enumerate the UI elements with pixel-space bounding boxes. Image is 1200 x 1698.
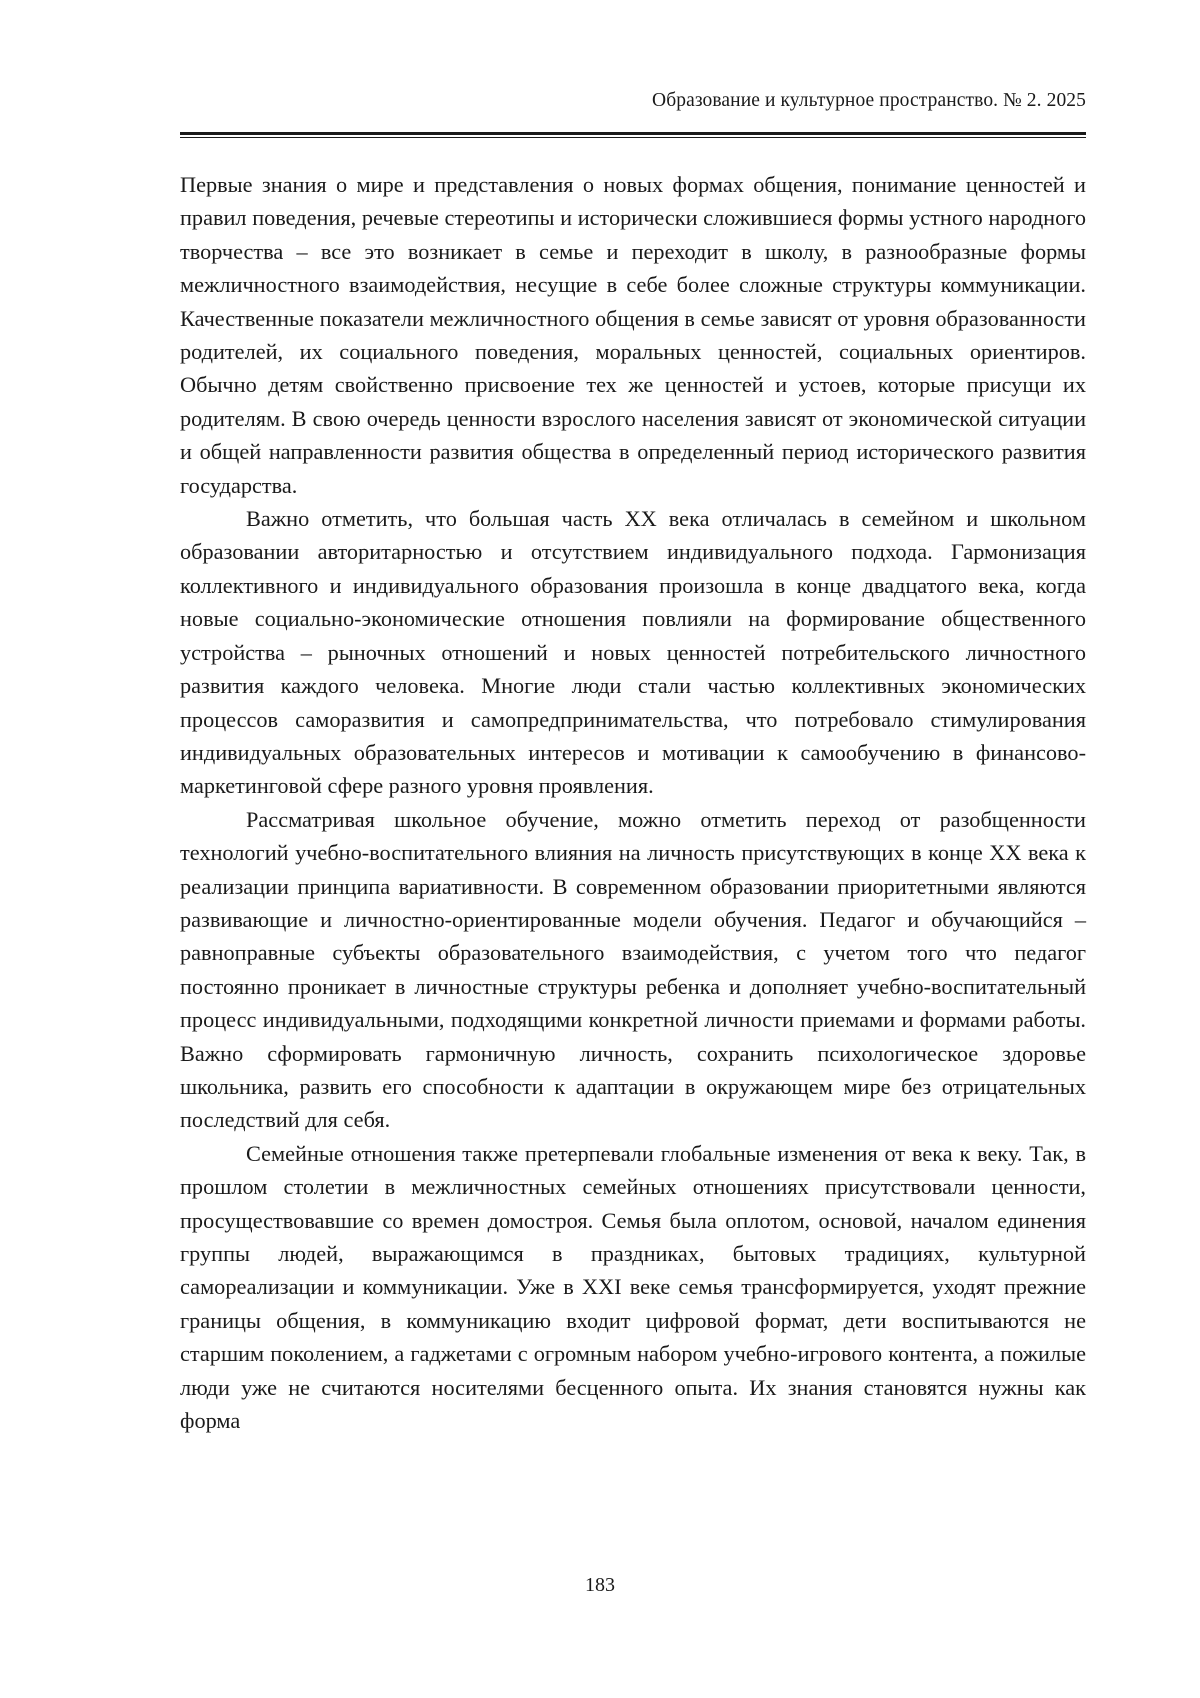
paragraph-4: Семейные отношения также претерпевали глобальные изменения от века к веку. Так, в прошлом столетии в межличностных семейных отношениях присутствовали ценности, просуществовавшие со времен домостроя. Семья была оплотом, основой, началом единения группы людей, выражающимся в праздниках, бытовых традициях, культурной самореализации и коммуникации. Уже в XXI веке семья трансформируется, уходят прежние границы общения, в коммуникацию входит цифровой формат, дети воспитываются не старшим поколением, а гаджетами с огромным набором учебно-игрового контента, а пожилые люди уже не считаются носителями бесценного опыта. Их знания становятся нужны как форма — [180, 1140, 1086, 1434]
page-number: 183 — [585, 1574, 615, 1596]
header-double-rule — [180, 132, 1086, 138]
header-rule-thin — [180, 137, 1086, 138]
paragraph-2: Важно отметить, что большая часть XX века отличалась в семейном и школьном образовании авторитарностью и отсутствием индивидуального подхода. Гармонизация коллективного и индивидуального образования произошла в конце двадцатого века, когда новые социально-экономические отношения повлияли на формирование общественного устройства – рыночных отношений и новых ценностей потребительского личностного развития каждого человека. Многие люди стали частью коллективных экономических процессов саморазвития и самопредпринимательства, что потребовало стимулирования индивидуальных образовательных интересов и мотивации к самообучению в финансово-маркетинговой сфере разного уровня проявления. — [180, 506, 1086, 799]
article-body — [180, 168, 1086, 1437]
running-header: Образование и культурное пространство. № 2. 2025 — [652, 90, 1086, 111]
paragraph-3: Рассматривая школьное обучение, можно отметить переход от разобщенности технологий учебно-воспитательного влияния на личность присутствующих в конце XX века к реализации принципа вариативности. В современном образовании приоритетными являются развивающие и личностно-ориентированные модели обучения. Педагог и обучающийся – равноправные субъекты образовательного взаимодействия, с учетом того что педагог постоянно проникает в личностные структуры ребенка и дополняет учебно-воспитательный процесс индивидуальными, подходящими конкретной личности приемами и формами работы. Важно сформировать гармоничную личность, сохранить психологическое здоровье школьника, развить его способности к адаптации в окружающем мире без отрицательных последствий для себя. — [180, 806, 1086, 1133]
paragraph-1: Первые знания о мире и представления о новых формах общения, понимание ценностей и правил поведения, речевые стереотипы и исторически сложившиеся формы устного народного творчества – все это возникает в семье и переходит в школу, в разнообразные формы межличностного взаимодействия, несущие в себе более сложные структуры коммуникации. Качественные показатели межличностного общения в семье зависят от уровня образованности родителей, их социального поведения, моральных ценностей, социальных ориентиров. Обычно детям свойственно присвоение тех же ценностей и устоев, которые присущи их родителям. В свою очередь ценности взрослого населения зависят от экономической ситуации и общей направленности развития общества в определенный период исторического развития государства. — [180, 172, 1086, 498]
